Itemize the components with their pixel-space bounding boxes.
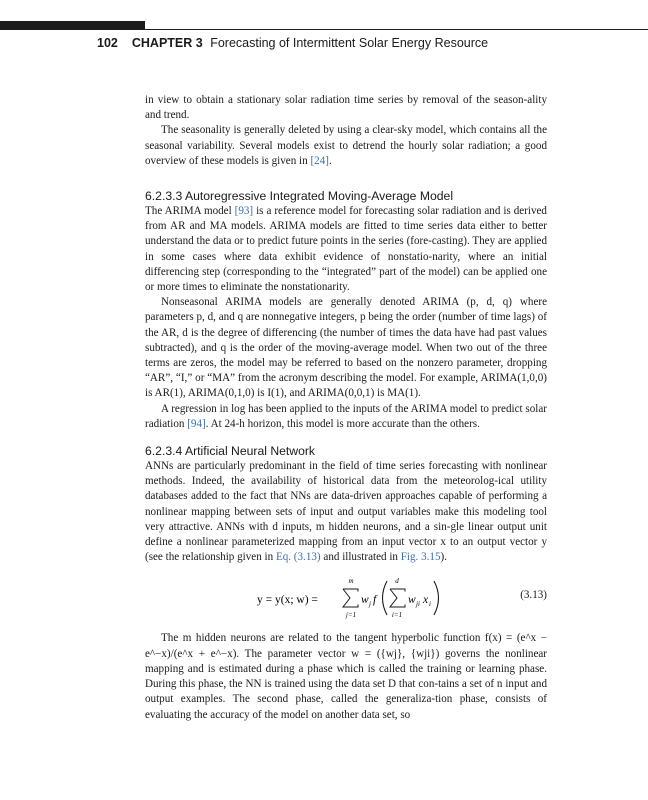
ann-p1-text: ANNs are particularly predominant in the field of time series forecasting with nonlinear methods. Indeed, the availability of historical data from the meteorolog-ical utility databases added to the fact that NNs are data-driven approaches capable of performing a nonlinear mapping between sets of input and output variables make this modeling tool very attractive. ANNs with d inputs, m hidden neurons, and a sin-gle linear output unit define a nonlinear parameterized mapping from an input vector x to an output vector y (see the relationship given in	[145, 460, 547, 564]
arima-p3-end: . At 24-h horizon, this model is more accurate than the others.	[205, 417, 480, 430]
outer-weight: w	[361, 594, 369, 607]
equation-lhs: y = y(x; w) =	[257, 594, 318, 607]
equation-link-3-13[interactable]: Eq. (3.13)	[275, 551, 321, 564]
citation-94[interactable]: [94]	[187, 417, 206, 430]
intro-paragraph-2	[145, 123, 547, 169]
inner-sum-lower: i=1	[391, 611, 403, 620]
left-paren	[383, 581, 388, 615]
page-body	[145, 93, 547, 723]
inner-sum-sign	[390, 589, 405, 607]
chapter-title: Forecasting of Intermittent Solar Energy Resource	[210, 36, 489, 50]
chapter-label: CHAPTER 3	[131, 36, 203, 50]
page-number: 102	[97, 36, 118, 50]
arima-p1-text: The ARIMA model	[145, 205, 235, 218]
arima-paragraph-2: Nonseasonal ARIMA models are generally denoted ARIMA (p, d, q) where parameters p, d, and q are nonnegative integers, p being the order (number of time lags) of the AR, d is the degree of differencing (the number of times the data have had past values subtracted), and q is the order of the moving-average model. When two out of the three terms are zeros, the model may be referred to based on the nonzero parameter, dropping “AR”, “I,” or “MA” from the acronym describing the model. For example, ARIMA(1,0,0) is AR(1), ARIMA(0,1,0) is I(1), and ARIMA(0,0,1) is MA(1).	[145, 296, 547, 400]
outer-sum-lower: j=1	[345, 611, 357, 620]
citation-93[interactable]: [93]	[234, 205, 254, 218]
activation-function: f	[373, 594, 377, 607]
equation-3-13	[145, 573, 547, 623]
equation-expression	[257, 573, 457, 623]
header-rule-line	[0, 29, 648, 30]
right-paren	[434, 581, 439, 615]
intro-p2-end: .	[328, 154, 332, 167]
arima-paragraph-3	[145, 402, 547, 432]
ann-paragraph-2: The m hidden neurons are related to the tangent hyperbolic function f(x) = (e^x − e^−x)/(e^x + e^−x). The parameter vector w = ({wj}, {wji}) governs the nonlinear mapping and is estimated during a phase which is called the training or learning phase. During this phase, the NN is trained using the data set D that con-tains a set of n input and output examples. The second phase, called the generaliza-tion phase, consists of evaluating the accuracy of the model on another data set, so	[145, 632, 547, 721]
outer-sum-sign	[343, 589, 358, 607]
ann-paragraph-1	[145, 459, 547, 565]
arima-p3-text: A regression in log has been applied to the inputs of the ARIMA model to predict solar radiation	[145, 402, 547, 430]
arima-p1-end: is a reference model for forecasting solar radiation and is derived from AR and MA models. ARIMA models are fitted to time series data either to better understand the data or to predict future points in the series (fore-casting). They are applied in some cases where data exhibit evidence of nonstatio-narity, where an initial differencing step (corresponding to the “integrated” part of the model) can be applied one or more times to eliminate the nonstationarity.	[145, 205, 547, 294]
outer-weight-sub: j	[369, 600, 371, 609]
input-variable: x	[423, 594, 429, 607]
arima-paragraph-1	[145, 204, 547, 295]
intro-p2-text: The seasonality is generally deleted by using a clear-sky model, which contains all the seasonal variability. Several models exist to detrend the hourly solar radiation; a good overview of these models is given in	[145, 124, 547, 167]
ann-p1-mid: and illustrated in	[320, 551, 401, 564]
figure-link-3-15[interactable]: Fig. 3.15	[400, 551, 441, 564]
input-variable-sub: i	[429, 600, 431, 609]
equation-number: (3.13)	[520, 589, 547, 602]
running-header	[97, 36, 488, 50]
section-heading-ann: 6.2.3.4 Artificial Neural Network	[145, 444, 316, 459]
section-heading-arima: 6.2.3.3 Autoregressive Integrated Moving-Average Model	[145, 189, 454, 204]
inner-weight: w	[408, 594, 416, 607]
outer-sum-upper: m	[348, 577, 354, 586]
citation-24[interactable]: [24]	[310, 154, 329, 167]
inner-sum-upper: d	[395, 577, 399, 586]
intro-paragraph-1: in view to obtain a stationary solar radiation time series by removal of the season-ality and trend.	[145, 94, 547, 122]
ann-p1-end: ).	[440, 551, 447, 564]
inner-weight-sub: ji	[416, 600, 420, 609]
